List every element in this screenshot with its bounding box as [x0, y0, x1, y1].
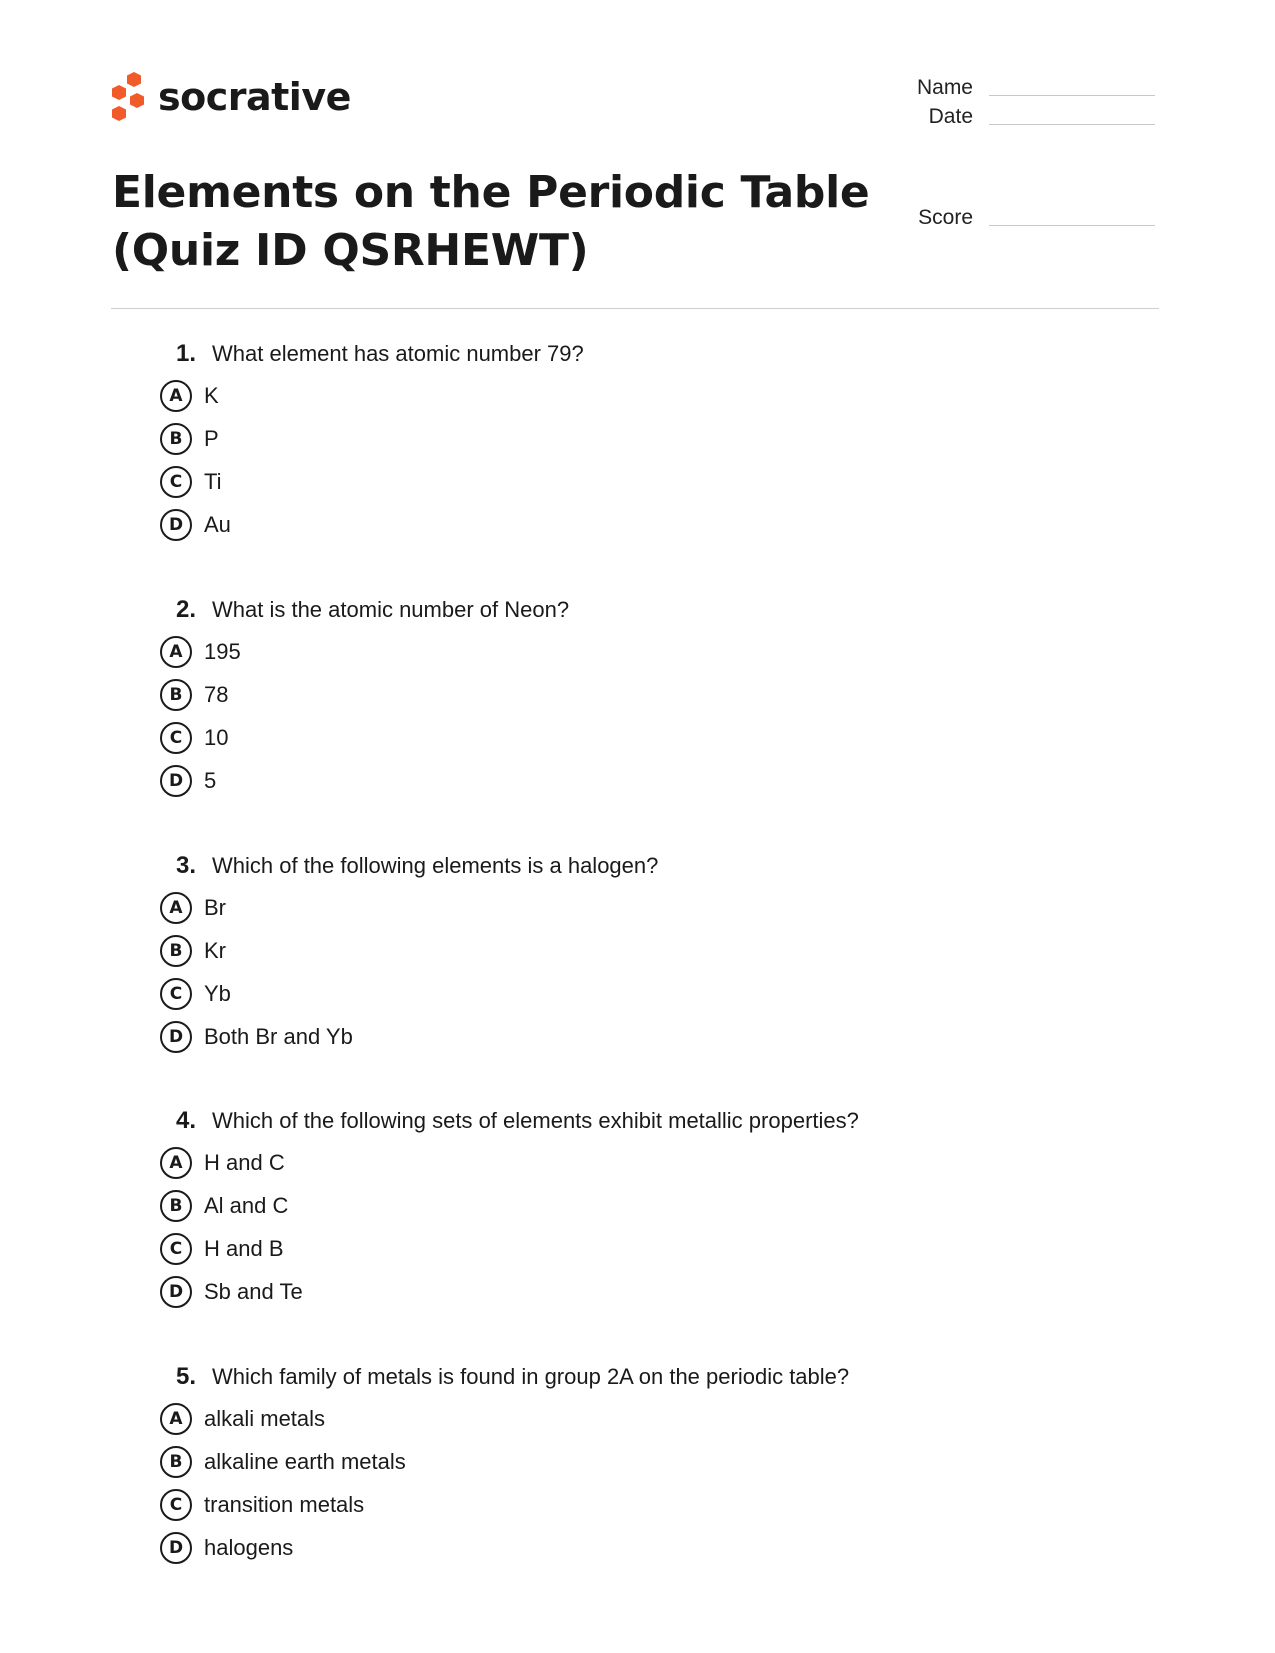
option-text: Al and C: [204, 1192, 289, 1218]
option-d[interactable]: [160, 1015, 1060, 1058]
option-text: P: [204, 425, 219, 451]
option-letter[interactable]: A: [160, 1147, 192, 1179]
option-letter[interactable]: D: [160, 1276, 192, 1308]
option-letter[interactable]: A: [160, 636, 192, 668]
option-a[interactable]: [160, 1141, 1060, 1184]
option-text: Both Br and Yb: [204, 1023, 353, 1049]
option-d[interactable]: [160, 1526, 1060, 1569]
question-number: 2.: [175, 596, 196, 623]
option-c[interactable]: [160, 1227, 1060, 1270]
option-text: alkali metals: [204, 1405, 326, 1431]
option-letter[interactable]: B: [160, 935, 192, 967]
name-line[interactable]: [989, 95, 1155, 96]
option-letter[interactable]: B: [160, 423, 192, 455]
option-a[interactable]: [160, 1397, 1060, 1440]
option-text: 10: [204, 724, 229, 750]
option-c[interactable]: [160, 716, 1060, 759]
option-b[interactable]: [160, 673, 1060, 716]
option-letter[interactable]: D: [160, 765, 192, 797]
date-field[interactable]: [853, 105, 1155, 129]
date-line[interactable]: [989, 124, 1155, 125]
question-number: 3.: [175, 852, 196, 879]
name-label: Name: [916, 76, 973, 99]
date-label: Date: [928, 105, 973, 128]
option-letter[interactable]: A: [160, 892, 192, 924]
option-text: transition metals: [204, 1491, 365, 1517]
option-letter[interactable]: C: [160, 1489, 192, 1521]
option-text: Br: [204, 894, 226, 920]
option-letter[interactable]: B: [160, 1190, 192, 1222]
score-label: Score: [918, 206, 973, 229]
question-text: What element has atomic number 79?: [212, 341, 584, 366]
option-a[interactable]: [160, 886, 1060, 929]
option-c[interactable]: [160, 972, 1060, 1015]
option-text: Yb: [204, 980, 231, 1006]
option-letter[interactable]: D: [160, 509, 192, 541]
option-a[interactable]: [160, 374, 1060, 417]
option-b[interactable]: [160, 417, 1060, 460]
option-text: 78: [204, 681, 229, 707]
hexagon-cluster-icon: [110, 72, 146, 122]
score-line[interactable]: [989, 225, 1155, 226]
option-letter[interactable]: A: [160, 1403, 192, 1435]
option-letter[interactable]: C: [160, 722, 192, 754]
option-c[interactable]: [160, 1483, 1060, 1526]
question-2: [160, 596, 1060, 802]
option-d[interactable]: [160, 503, 1060, 546]
question-number: 5.: [175, 1363, 196, 1390]
name-field[interactable]: [853, 76, 1155, 100]
option-b[interactable]: [160, 1440, 1060, 1483]
option-a[interactable]: [160, 630, 1060, 673]
score-field[interactable]: [853, 206, 1155, 230]
question-text: What is the atomic number of Neon?: [212, 597, 570, 622]
question-number: 4.: [175, 1107, 196, 1134]
option-text: Ti: [204, 468, 222, 494]
option-text: Au: [204, 511, 231, 537]
question-3: [160, 852, 1060, 1058]
brand-name: socrative: [158, 75, 351, 119]
option-b[interactable]: [160, 1184, 1060, 1227]
option-letter[interactable]: D: [160, 1532, 192, 1564]
option-letter[interactable]: C: [160, 466, 192, 498]
option-text: 195: [204, 638, 241, 664]
option-letter[interactable]: D: [160, 1021, 192, 1053]
question-4: [160, 1107, 1060, 1313]
question-number: 1.: [175, 340, 196, 367]
page-title: Elements on the Periodic Table (Quiz ID QSRHEWT): [112, 167, 870, 276]
question-text: Which of the following sets of elements exhibit metallic properties?: [212, 1108, 859, 1133]
option-text: K: [204, 382, 219, 408]
option-letter[interactable]: B: [160, 679, 192, 711]
option-text: alkaline earth metals: [204, 1448, 406, 1474]
option-text: H and C: [204, 1149, 285, 1175]
option-text: Kr: [204, 937, 226, 963]
question-5: [160, 1363, 1060, 1569]
option-d[interactable]: [160, 759, 1060, 802]
option-d[interactable]: [160, 1270, 1060, 1313]
question-1: [160, 340, 1060, 546]
question-text: Which family of metals is found in group 2A on the periodic table?: [212, 1364, 850, 1389]
option-b[interactable]: [160, 929, 1060, 972]
option-text: 5: [204, 767, 217, 793]
option-letter[interactable]: C: [160, 1233, 192, 1265]
option-text: H and B: [204, 1235, 284, 1261]
option-letter[interactable]: A: [160, 380, 192, 412]
option-c[interactable]: [160, 460, 1060, 503]
header-divider: [111, 308, 1159, 309]
option-text: Sb and Te: [204, 1278, 303, 1304]
option-letter[interactable]: C: [160, 978, 192, 1010]
option-letter[interactable]: B: [160, 1446, 192, 1478]
question-text: Which of the following elements is a halogen?: [212, 853, 659, 878]
socrative-logo: [110, 72, 351, 122]
option-text: halogens: [204, 1534, 294, 1560]
